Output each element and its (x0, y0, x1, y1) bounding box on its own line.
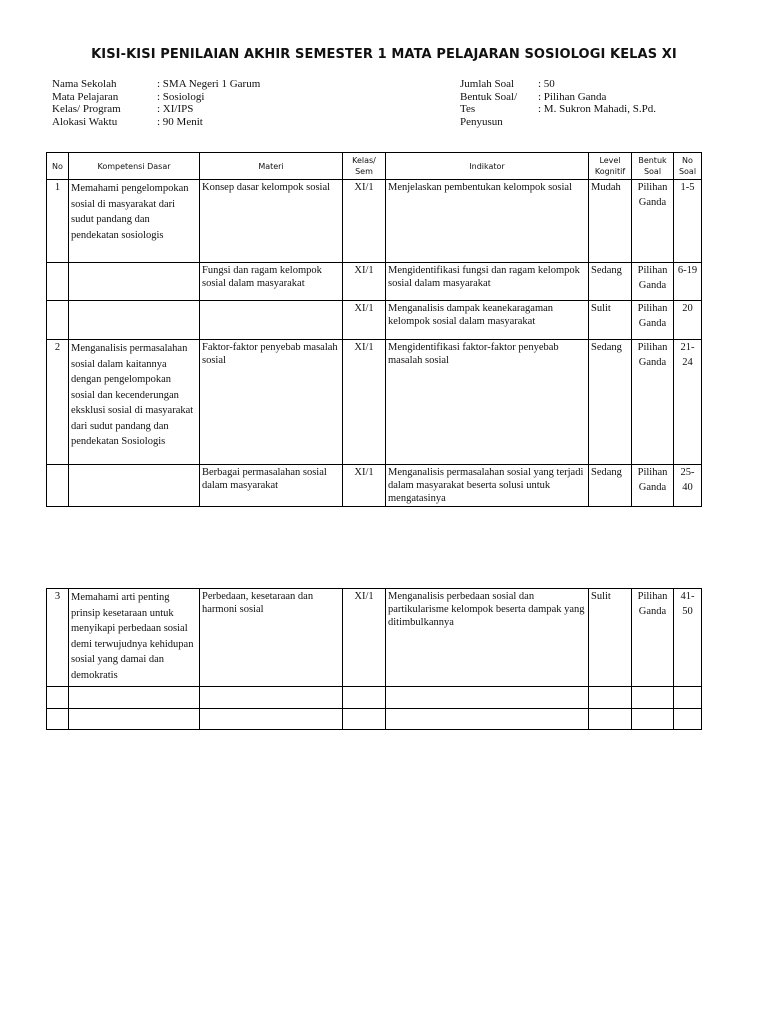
cell-indikator: Menganalisis dampak keanekaragaman kelompok sosial dalam masyarakat (386, 301, 589, 340)
cell-materi: Faktor-faktor penyebab masalah sosial (200, 340, 343, 465)
cell-level: Mudah (589, 180, 632, 263)
header-materi: Materi (200, 153, 343, 180)
cell-materi (200, 687, 343, 709)
cell-materi: Berbagai permasalahan sosial dalam masyarakat (200, 465, 343, 507)
table-row (47, 301, 702, 340)
info-row-form (460, 91, 656, 104)
table-header-row (47, 153, 702, 180)
info-value: : SMA Negeri 1 Garum (157, 78, 261, 90)
cell-nosoal: 25-40 (674, 465, 702, 507)
info-row-test (460, 103, 656, 116)
cell-no (47, 465, 69, 507)
cell-indikator: Menganalisis perbedaan sosial dan partikularisme kelompok beserta dampak yang ditimbulkannya (386, 589, 589, 687)
cell-materi: Konsep dasar kelompok sosial (200, 180, 343, 263)
cell-bentuk (632, 709, 674, 730)
info-value: : 90 Menit (157, 115, 203, 128)
cell-materi (200, 709, 343, 730)
info-value: : Sosiologi (157, 90, 205, 103)
cell-kelas (343, 709, 386, 730)
cell-materi: Perbedaan, kesetaraan dan harmoni sosial (200, 589, 343, 687)
info-label: Bentuk Soal/ (460, 90, 518, 103)
cell-no: 3 (47, 589, 69, 687)
cell-no (47, 301, 69, 340)
cell-materi: Fungsi dan ragam kelompok sosial dalam masyarakat (200, 263, 343, 301)
cell-indikator (386, 709, 589, 730)
cell-nosoal: 6-19 (674, 263, 702, 301)
header-kelas: Kelas/ Sem (343, 153, 386, 180)
cell-bentuk: Pilihan Ganda (632, 301, 674, 340)
info-label: Penyusun (460, 115, 503, 128)
info-label: Jumlah Soal (460, 78, 515, 90)
cell-kompetensi (69, 301, 200, 340)
cell-kelas (343, 687, 386, 709)
header-no: No (47, 153, 69, 180)
cell-kompetensi (69, 263, 200, 301)
table-row (47, 263, 702, 301)
cell-bentuk: Pilihan Ganda (632, 340, 674, 465)
cell-no (47, 263, 69, 301)
info-value: : M. Sukron Mahadi, S.Pd. (538, 103, 656, 115)
cell-bentuk: Pilihan Ganda (632, 180, 674, 263)
info-label: Alokasi Waktu (52, 115, 118, 128)
grid-table-continued (46, 588, 702, 730)
cell-nosoal: 41-50 (674, 589, 702, 687)
cell-kompetensi: Memahami arti penting prinsip kesetaraan untuk menyikapi perbedaan sosial demi terwujudnya kehidupan sosial yang damai dan demokratis (69, 589, 200, 687)
cell-indikator: Menganalisis permasalahan sosial yang terjadi dalam masyarakat beserta solusi untuk mengatasinya (386, 465, 589, 507)
header-nosoal: No Soal (674, 153, 702, 180)
header-kompetensi: Kompetensi Dasar (69, 153, 200, 180)
cell-level: Sedang (589, 340, 632, 465)
header-indikator: Indikator (386, 153, 589, 180)
cell-kompetensi (69, 709, 200, 730)
table-row (47, 340, 702, 465)
cell-kelas: XI/1 (343, 263, 386, 301)
cell-kelas: XI/1 (343, 180, 386, 263)
cell-kompetensi: Menganalisis permasalahan sosial dalam kaitannya dengan pengelompokan sosial dan kecenderungan eksklusi sosial di masyarakat dari sudut pandang dan pendekatan Sosiologis (69, 340, 200, 465)
info-row-class (52, 103, 260, 116)
cell-kompetensi (69, 687, 200, 709)
cell-nosoal (674, 709, 702, 730)
cell-level: Sedang (589, 263, 632, 301)
cell-kelas: XI/1 (343, 465, 386, 507)
cell-indikator: Mengidentifikasi faktor-faktor penyebab masalah sosial (386, 340, 589, 465)
info-value: : Pilihan Ganda (538, 90, 607, 103)
cell-nosoal: 21-24 (674, 340, 702, 465)
cell-level: Sedang (589, 465, 632, 507)
cell-bentuk: Pilihan Ganda (632, 465, 674, 507)
school-info (52, 78, 260, 128)
cell-bentuk: Pilihan Ganda (632, 589, 674, 687)
grid-table-main (46, 152, 702, 507)
header-level: Level Kognitif (589, 153, 632, 180)
cell-no: 2 (47, 340, 69, 465)
info-row-school (52, 78, 260, 91)
cell-indikator: Mengidentifikasi fungsi dan ragam kelompok sosial dalam masyarakat (386, 263, 589, 301)
cell-level (589, 709, 632, 730)
info-row-author (460, 116, 656, 129)
cell-kompetensi (69, 465, 200, 507)
table-row (47, 589, 702, 687)
table-row (47, 180, 702, 263)
cell-nosoal: 20 (674, 301, 702, 340)
cell-kelas: XI/1 (343, 589, 386, 687)
info-row-time (52, 116, 260, 129)
info-label: Nama Sekolah (52, 78, 117, 90)
cell-indikator (386, 687, 589, 709)
cell-kelas: XI/1 (343, 301, 386, 340)
cell-kelas: XI/1 (343, 340, 386, 465)
cell-no (47, 709, 69, 730)
cell-level: Sulit (589, 301, 632, 340)
info-value: : XI/IPS (157, 103, 194, 115)
cell-bentuk (632, 687, 674, 709)
info-row-count (460, 78, 656, 91)
info-label: Tes (460, 103, 476, 115)
info-value: : 50 (538, 78, 555, 90)
test-info (460, 78, 656, 128)
info-label: Mata Pelajaran (52, 90, 119, 103)
info-row-subject (52, 91, 260, 104)
table-row (47, 687, 702, 709)
cell-level (589, 687, 632, 709)
cell-materi (200, 301, 343, 340)
info-label: Kelas/ Program (52, 103, 121, 115)
document-title: KISI-KISI PENILAIAN AKHIR SEMESTER 1 MATA PELAJARAN SOSIOLOGI KELAS XI (91, 47, 677, 62)
header-bentuk: Bentuk Soal (632, 153, 674, 180)
cell-nosoal (674, 687, 702, 709)
cell-bentuk: Pilihan Ganda (632, 263, 674, 301)
table-row (47, 709, 702, 730)
cell-no: 1 (47, 180, 69, 263)
cell-nosoal: 1-5 (674, 180, 702, 263)
cell-indikator: Menjelaskan pembentukan kelompok sosial (386, 180, 589, 263)
table-row (47, 465, 702, 507)
cell-no (47, 687, 69, 709)
cell-kompetensi: Memahami pengelompokan sosial di masyarakat dari sudut pandang dan pendekatan sosiologis (69, 180, 200, 263)
cell-level: Sulit (589, 589, 632, 687)
